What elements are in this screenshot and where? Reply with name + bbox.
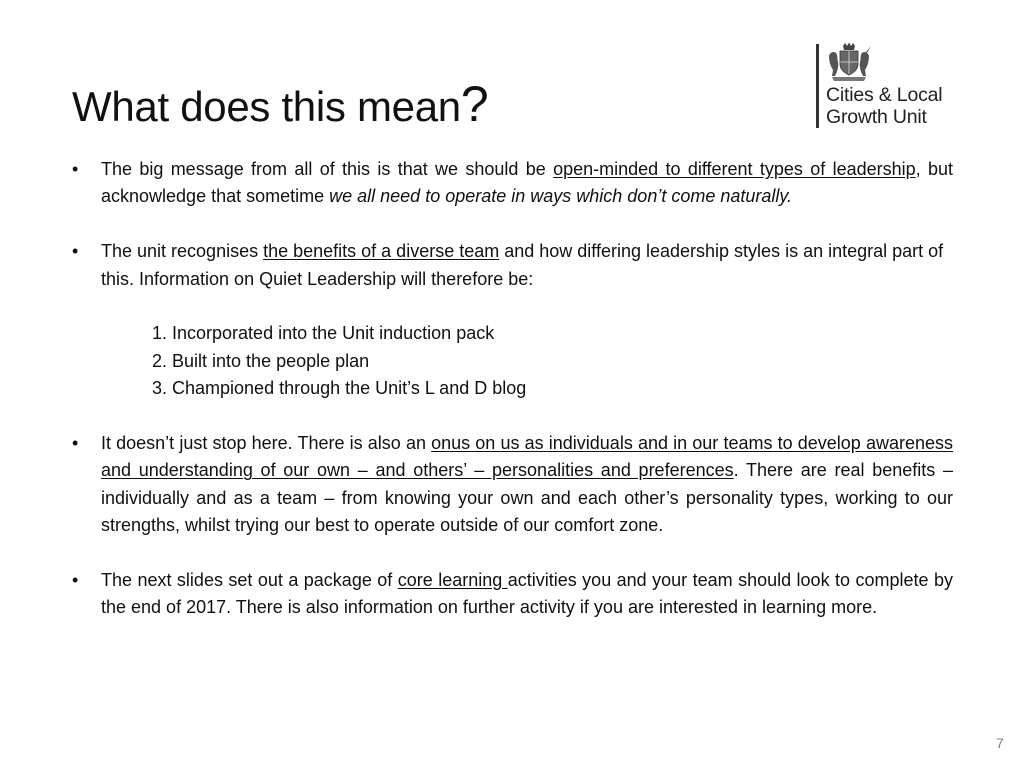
bullet-text: and how differing leadership styles is an integral part of this. Information on Quiet Leadership will therefore be: (101, 241, 944, 289)
slide-title (72, 74, 488, 137)
bullet-text: It doesn’t just stop here. There is also an (101, 433, 432, 454)
bullet-text: The next slides set out a package of (101, 570, 398, 591)
paragraph-gap (72, 540, 953, 567)
numbered-list-item: 2. Built into the people plan (152, 350, 370, 371)
logo-divider-bar (816, 44, 819, 128)
bullet-item (72, 430, 953, 540)
logo-text-line2: Growth Unit (826, 106, 927, 128)
page-number: 7 (996, 735, 1004, 751)
slide-title-question-mark: ? (460, 76, 489, 132)
bullet-item (72, 238, 953, 293)
bullet-underlined-text: core learning (397, 570, 508, 591)
logo-text-line1: Cities & Local (826, 84, 943, 106)
paragraph-gap (72, 403, 953, 430)
bullet-underlined-text: onus on us as individuals and in our teams to develop awareness and understanding of our own – and others’ – personalities and preferences (101, 433, 953, 481)
bullet-dot: • (72, 433, 79, 454)
bullet-italic-text: we all need to operate in ways which don’t come naturally. (329, 186, 793, 207)
bullet-text: , but acknowledge that sometime (101, 159, 953, 207)
slide-body (72, 156, 953, 622)
bullet-underlined-text: open-minded to different types of leadership (553, 159, 916, 179)
bullet-dot: • (72, 570, 79, 591)
bullet-text: activities you and your team should look to complete by the end of 2017. There is also information on further activity if you are interested in learning more. (101, 570, 953, 618)
numbered-list-item: 3. Championed through the Unit’s L and D blog (152, 378, 527, 399)
bullet-text: The big message from all of this is that we should be (101, 159, 554, 179)
numbered-list (72, 320, 953, 402)
bullet-text: . There are real benefits – individually and as a team – from knowing your own and each other’s personality types, working to our strengths, whilst trying our best to operate outside of our comfort zone. (101, 460, 953, 536)
bullet-item (72, 156, 953, 211)
slide-title-text: What does this mean (72, 83, 461, 130)
paragraph-gap (72, 293, 953, 320)
numbered-list-item: 1. Incorporated into the Unit induction pack (152, 323, 495, 344)
bullet-underlined-text: the benefits of a diverse team (263, 241, 500, 262)
bullet-text: The unit recognises (101, 241, 264, 262)
bullet-dot: • (72, 241, 79, 262)
bullet-dot: • (72, 159, 79, 179)
bullet-item (72, 567, 953, 622)
cities-local-growth-unit-logo (816, 42, 986, 128)
paragraph-gap (72, 211, 953, 238)
royal-crest-icon (826, 42, 872, 82)
